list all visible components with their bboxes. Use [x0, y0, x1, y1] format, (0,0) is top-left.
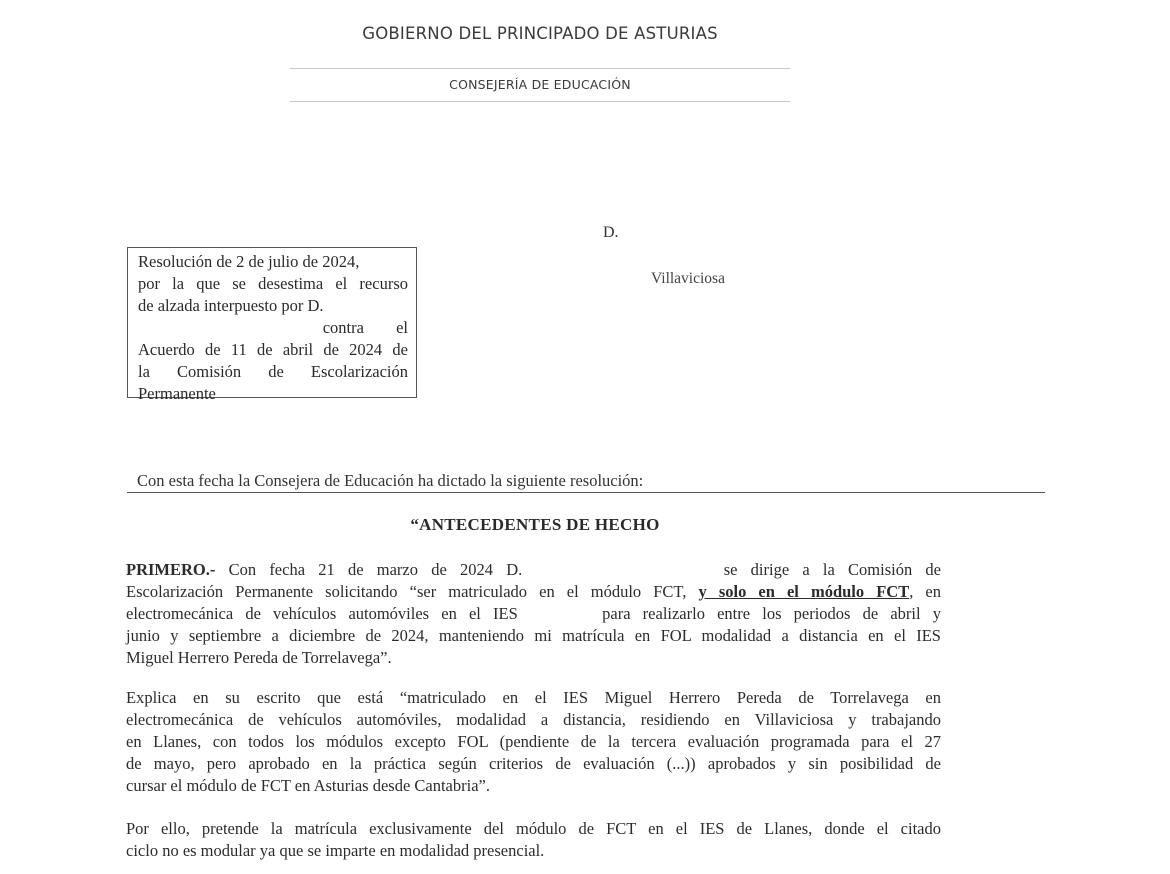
resolution-subject-box: [127, 247, 417, 403]
paragraph-line: Explica en su escrito que está “matriculado en el IES Miguel Herrero Pereda de Torrelavega en: [126, 688, 941, 707]
paragraph-line: electromecánica de vehículos automóviles, modalidad a distancia, residiendo en Villaviciosa y trabajando: [126, 710, 941, 729]
intro-sentence: Con esta fecha la Consejera de Educación ha dictado la siguiente resolución:: [137, 471, 644, 490]
paragraph-line: cursar el módulo de FCT en Asturias desde Cantabria”.: [126, 776, 490, 795]
recipient-name: D.: [603, 224, 619, 241]
paragraph-line: ciclo no es modular ya que se imparte en modalidad presencial.: [126, 841, 545, 860]
recipient-location: Villaviciosa: [651, 270, 725, 287]
paragraph-line: junio y septiembre a diciembre de 2024, manteniendo mi matrícula en FOL modalidad a distancia en el IES: [126, 626, 941, 645]
subject-line: de alzada interpuesto por D.: [138, 296, 324, 315]
paragraph-text: , en: [909, 582, 941, 601]
paragraph-por-ello: [126, 818, 941, 862]
department-title: CONSEJERÍA DE EDUCACIÓN: [449, 77, 631, 92]
subject-line: por la que se desestima el recurso: [138, 274, 408, 293]
intro-underline: [127, 492, 1045, 493]
paragraph-text: se dirige a la Comisión de: [723, 560, 942, 579]
paragraph-line: [126, 581, 941, 603]
subject-line: [138, 317, 408, 339]
paragraph-text: para realizarlo entre los periodos de abril y: [602, 604, 942, 623]
paragraph-text: electromecánica de vehículos automóviles en el IES: [126, 604, 518, 623]
paragraph-line: [126, 603, 941, 625]
paragraph-text: Escolarización Permanente solicitando “ser matriculado en el módulo FCT,: [126, 582, 687, 601]
subject-line: Acuerdo de 11 de abril de 2024 de: [138, 340, 408, 359]
paragraph-line: de mayo, pero aprobado en la práctica según criterios de evaluación (...)) aprobados y sin posibilidad de: [126, 754, 941, 773]
paragraph-line: Por ello, pretende la matrícula exclusivamente del módulo de FCT en el IES de Llanes, donde el citado: [126, 819, 941, 838]
subject-line: Resolución de 2 de julio de 2024,: [138, 252, 360, 271]
section-heading: “ANTECEDENTES DE HECHO: [410, 515, 660, 534]
header-divider-bottom: [290, 101, 790, 102]
header-divider-top: [290, 68, 790, 69]
subject-line-text: contra el: [322, 318, 408, 337]
subject-line: Permanente: [138, 384, 216, 403]
paragraph-line: Miguel Herrero Pereda de Torrelavega”.: [126, 648, 392, 667]
paragraph-explica: [126, 687, 941, 797]
paragraph-label: PRIMERO.-: [126, 560, 216, 579]
emphasis-text: y solo en el módulo FCT: [698, 582, 910, 601]
government-title: GOBIERNO DEL PRINCIPADO DE ASTURIAS: [362, 24, 718, 43]
paragraph-primero: [126, 559, 941, 669]
paragraph-line: [126, 559, 941, 581]
paragraph-line: en Llanes, con todos los módulos excepto FOL (pendiente de la tercera evaluación programada para el 27: [126, 732, 941, 751]
subject-line: la Comisión de Escolarización: [138, 362, 408, 381]
paragraph-text: Con fecha 21 de marzo de 2024 D.: [228, 560, 523, 579]
